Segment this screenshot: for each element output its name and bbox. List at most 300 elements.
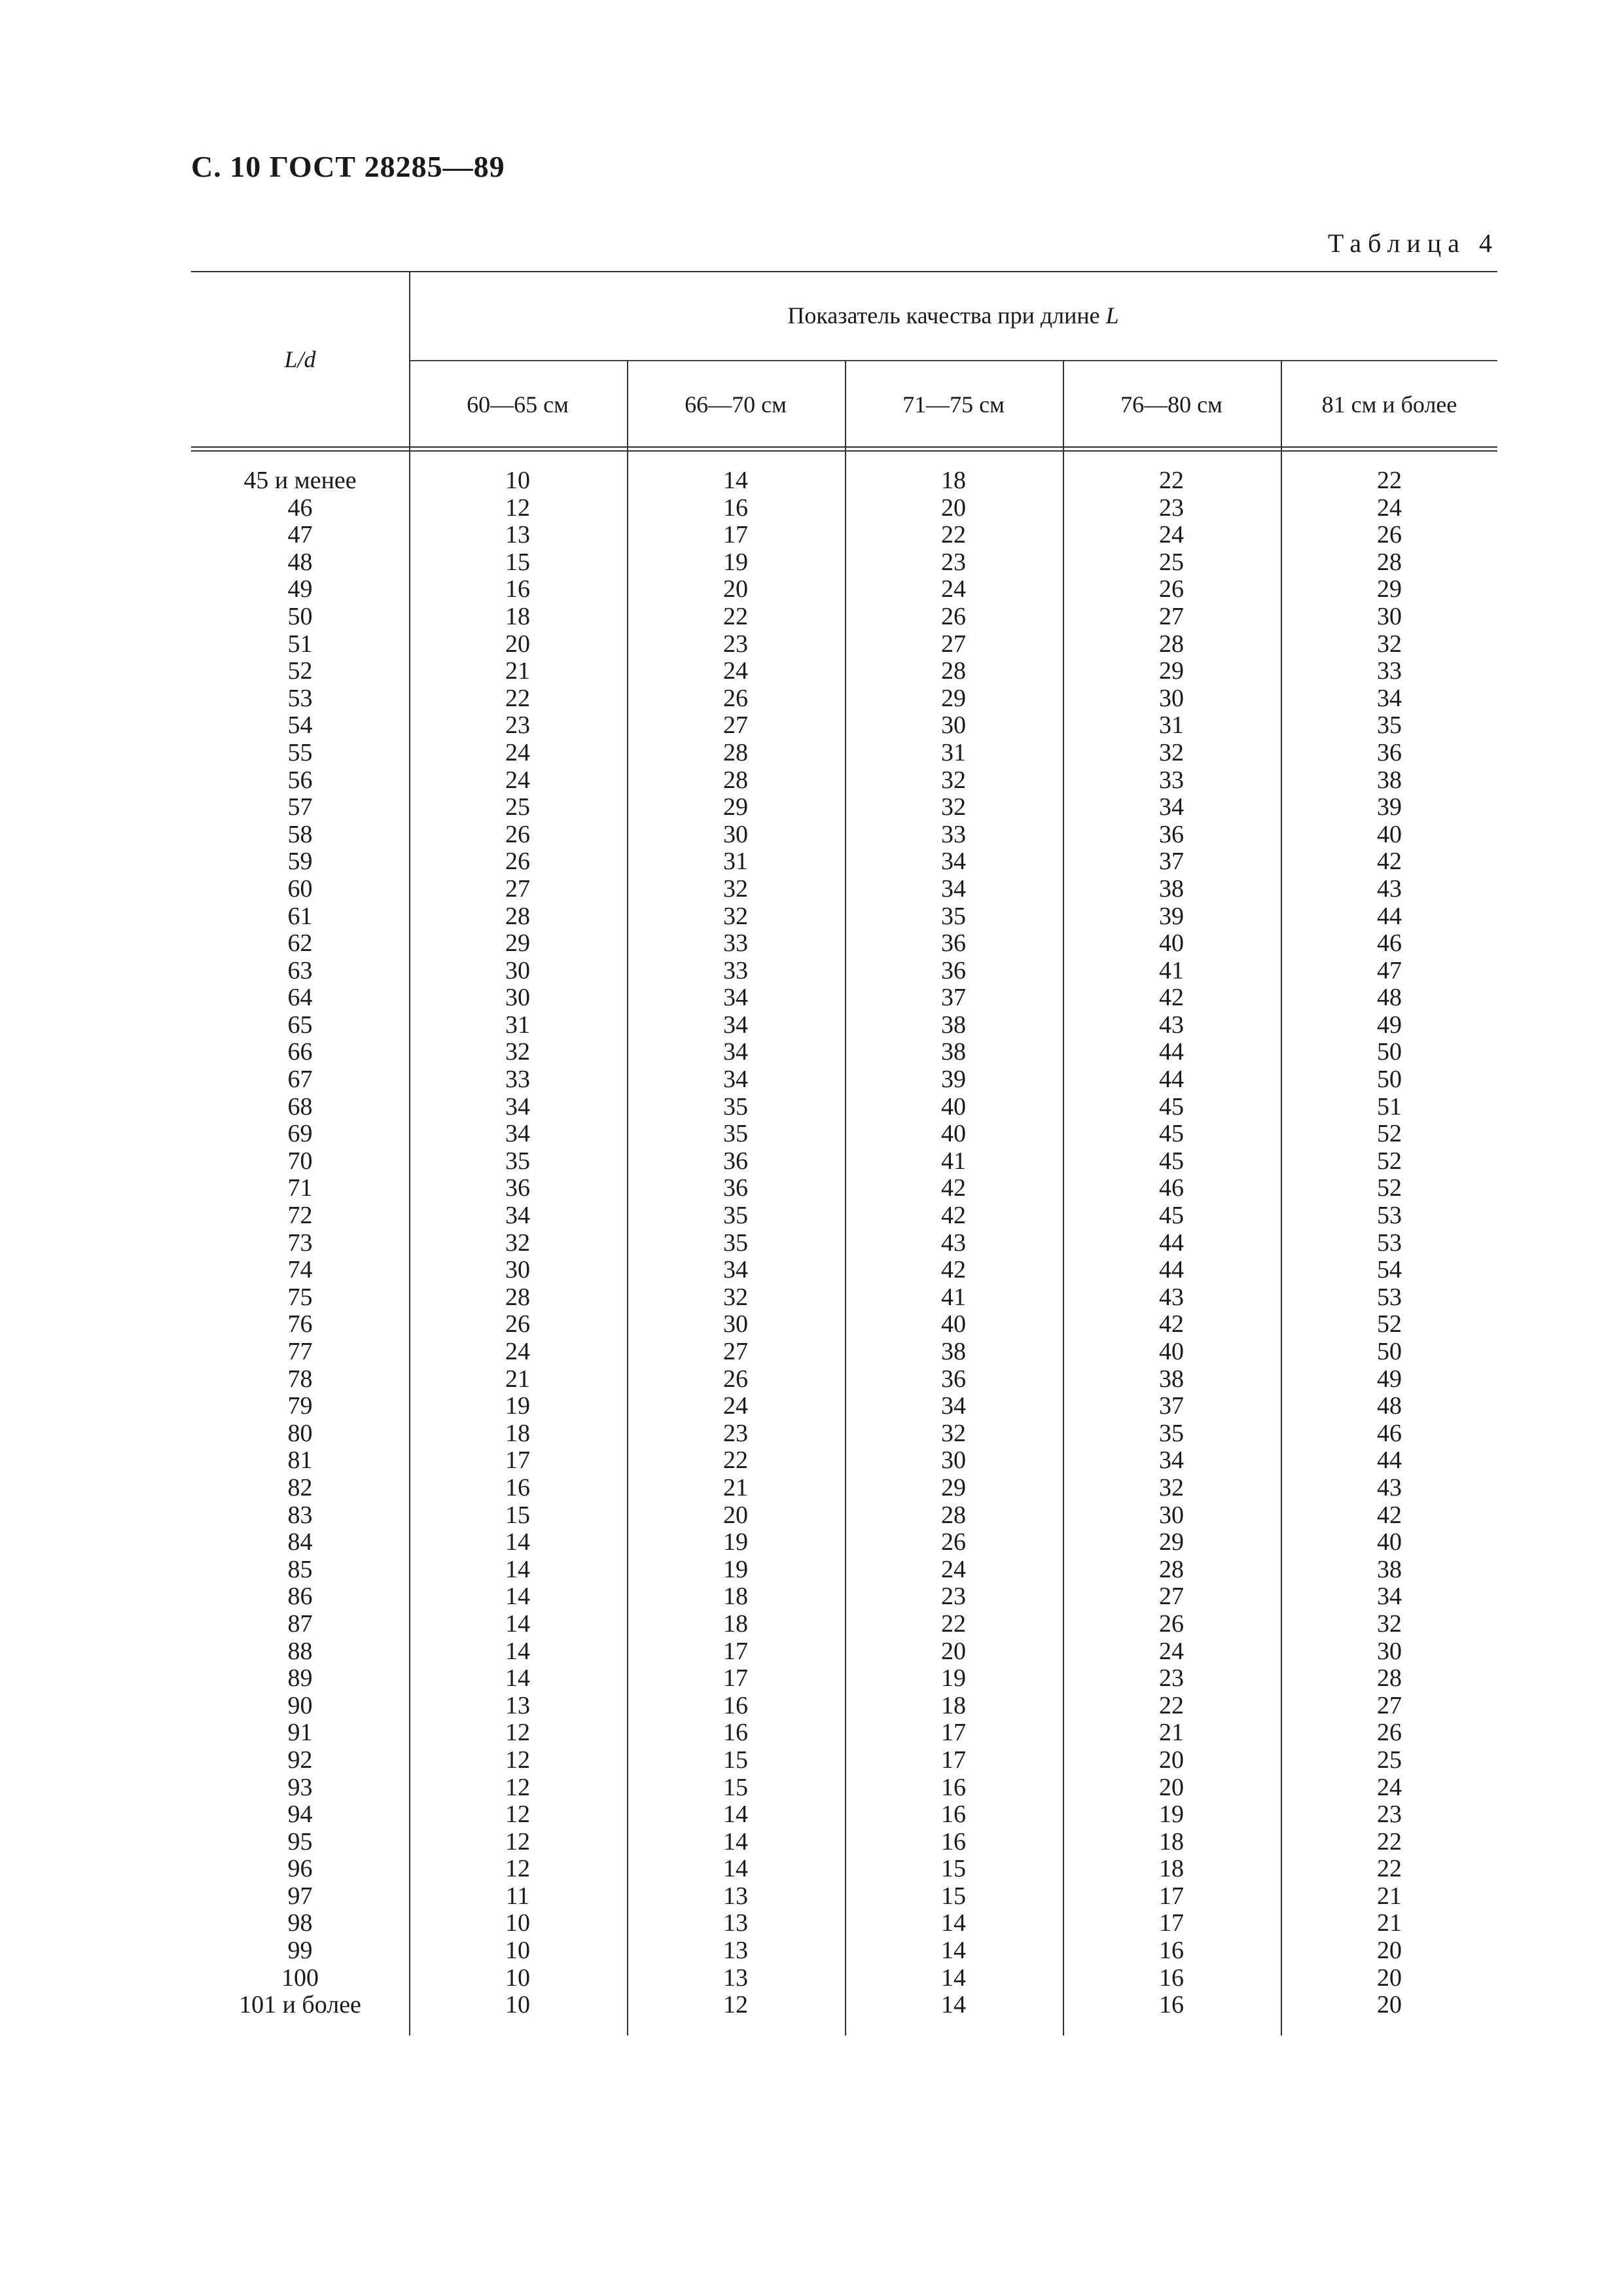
table-cell: 45 <box>1159 1092 1184 1121</box>
table-cell: 18 <box>1159 1827 1184 1856</box>
table-cell: 78 <box>287 1365 313 1393</box>
table-cell: 50 <box>1377 1038 1402 1066</box>
table-cell: 35 <box>723 1202 748 1230</box>
table-cell: 51 <box>1377 1092 1402 1121</box>
table-cell: 16 <box>505 575 530 603</box>
table-cell: 88 <box>287 1637 313 1665</box>
table-cell: 24 <box>723 657 748 685</box>
table-cell: 44 <box>1159 1229 1184 1257</box>
table-cell: 27 <box>505 874 530 903</box>
table-cell: 24 <box>941 575 966 603</box>
table-cell: 84 <box>287 1528 313 1556</box>
table-cell: 52 <box>1377 1120 1402 1148</box>
table-cell: 19 <box>1159 1801 1184 1829</box>
table-cell: 14 <box>941 1991 966 2019</box>
table-cell: 24 <box>723 1392 748 1420</box>
table-cell: 22 <box>941 521 966 549</box>
table-cell: 22 <box>1377 467 1402 494</box>
table-cell: 20 <box>723 575 748 603</box>
table-header <box>191 271 1497 448</box>
table-cell: 33 <box>1159 766 1184 794</box>
table-cell: 24 <box>941 1555 966 1583</box>
values-60-65-column <box>409 467 626 2019</box>
table-cell: 34 <box>505 1092 530 1121</box>
table-cell: 91 <box>287 1719 313 1747</box>
stub-header: L/d <box>284 346 316 372</box>
table-cell: 49 <box>1377 1365 1402 1393</box>
table-cell: 19 <box>505 1392 530 1420</box>
table-cell: 28 <box>1377 548 1402 576</box>
table-cell: 17 <box>505 1446 530 1475</box>
table-cell: 30 <box>723 820 748 848</box>
table-cell: 15 <box>723 1773 748 1801</box>
table-cell: 80 <box>287 1419 313 1447</box>
table-cell: 22 <box>1159 1691 1184 1719</box>
table-cell: 17 <box>723 521 748 549</box>
table-cell: 57 <box>287 793 313 821</box>
table-cell: 13 <box>505 1691 530 1719</box>
table-cell: 34 <box>723 1038 748 1066</box>
table-cell: 75 <box>287 1283 313 1311</box>
table-cell: 35 <box>723 1092 748 1121</box>
table-cell: 28 <box>1159 630 1184 658</box>
table-cell: 16 <box>723 493 748 522</box>
table-cell: 14 <box>505 1609 530 1638</box>
column-header-81-plus: 81 см и более <box>1321 391 1457 418</box>
table-cell: 22 <box>723 1446 748 1475</box>
table-cell: 10 <box>505 1991 530 2019</box>
table-cell: 29 <box>941 1473 966 1501</box>
table-cell: 34 <box>1159 793 1184 821</box>
table-cell: 25 <box>1159 548 1184 576</box>
table-cell: 31 <box>1159 711 1184 740</box>
table-cell: 36 <box>941 956 966 984</box>
header-double-rule <box>191 446 1497 452</box>
table-cell: 53 <box>1377 1283 1402 1311</box>
table-cell: 38 <box>1377 766 1402 794</box>
table-cell: 22 <box>505 684 530 712</box>
table-cell: 33 <box>723 929 748 958</box>
table-cell: 20 <box>1159 1746 1184 1774</box>
table-cell: 34 <box>941 874 966 903</box>
table-cell: 42 <box>941 1256 966 1284</box>
table-cell: 16 <box>1159 1991 1184 2019</box>
table-cell: 67 <box>287 1066 313 1094</box>
table-cell: 31 <box>723 848 748 876</box>
ld-column <box>191 467 409 2019</box>
table-cell: 36 <box>505 1174 530 1202</box>
table-cell: 59 <box>287 848 313 876</box>
table-cell: 20 <box>1377 1937 1402 1965</box>
table-cell: 60 <box>287 874 313 903</box>
table-cell: 21 <box>1377 1882 1402 1910</box>
table-cell: 41 <box>941 1147 966 1175</box>
group-header-var: L <box>1105 302 1119 329</box>
table-cell: 27 <box>1159 1583 1184 1611</box>
table-cell: 40 <box>941 1092 966 1121</box>
table-cell: 98 <box>287 1909 313 1937</box>
table-cell: 28 <box>723 766 748 794</box>
table-cell: 18 <box>723 1609 748 1638</box>
table-cell: 28 <box>1377 1664 1402 1693</box>
table-cell: 30 <box>941 1446 966 1475</box>
table-cell: 26 <box>723 684 748 712</box>
table-cell: 100 <box>281 1964 319 1992</box>
table-cell: 39 <box>1377 793 1402 821</box>
table-cell: 42 <box>941 1202 966 1230</box>
table-cell: 52 <box>1377 1147 1402 1175</box>
values-81-plus-column <box>1281 467 1498 2019</box>
table-cell: 32 <box>1377 1609 1402 1638</box>
table-cell: 26 <box>505 1310 530 1338</box>
table-cell: 23 <box>941 548 966 576</box>
table-cell: 14 <box>941 1909 966 1937</box>
table-cell: 73 <box>287 1229 313 1257</box>
table-cell: 19 <box>723 1528 748 1556</box>
table-cell: 28 <box>723 738 748 766</box>
table-cell: 28 <box>505 1283 530 1311</box>
table-cell: 12 <box>505 1773 530 1801</box>
table-cell: 94 <box>287 1801 313 1829</box>
table-cell: 58 <box>287 820 313 848</box>
table-cell: 22 <box>723 602 748 630</box>
table-cell: 19 <box>723 548 748 576</box>
table-cell: 17 <box>723 1664 748 1693</box>
table-cell: 36 <box>1377 738 1402 766</box>
table-cell: 43 <box>1377 1473 1402 1501</box>
table-cell: 71 <box>287 1174 313 1202</box>
table-cell: 32 <box>1159 738 1184 766</box>
column-header-60-65: 60—65 см <box>467 391 569 418</box>
table-cell: 79 <box>287 1392 313 1420</box>
table-cell: 61 <box>287 902 313 930</box>
table-cell: 28 <box>505 902 530 930</box>
table-cell: 44 <box>1159 1256 1184 1284</box>
table-cell: 29 <box>1159 1528 1184 1556</box>
table-cell: 29 <box>941 684 966 712</box>
table-cell: 20 <box>723 1501 748 1529</box>
table-cell: 26 <box>941 602 966 630</box>
table-cell: 17 <box>941 1719 966 1747</box>
table-cell: 38 <box>1159 874 1184 903</box>
table-cell: 19 <box>723 1555 748 1583</box>
table-cell: 23 <box>723 630 748 658</box>
table-cell: 18 <box>723 1583 748 1611</box>
table-cell: 45 и менее <box>243 467 357 494</box>
table-cell: 20 <box>505 630 530 658</box>
table-cell: 42 <box>1159 1310 1184 1338</box>
table-cell: 89 <box>287 1664 313 1693</box>
table-cell: 26 <box>505 820 530 848</box>
table-cell: 23 <box>1159 493 1184 522</box>
table-cell: 86 <box>287 1583 313 1611</box>
table-cell: 23 <box>941 1583 966 1611</box>
column-header-66-70: 66—70 см <box>685 391 787 418</box>
column-header-71-75: 71—75 см <box>902 391 1005 418</box>
table-cell: 83 <box>287 1501 313 1529</box>
table-cell: 18 <box>941 1691 966 1719</box>
table-cell: 46 <box>1377 929 1402 958</box>
table-cell: 12 <box>723 1991 748 2019</box>
table-cell: 39 <box>941 1066 966 1094</box>
table-cell: 38 <box>941 1338 966 1365</box>
table-cell: 19 <box>941 1664 966 1693</box>
table-cell: 22 <box>1377 1827 1402 1856</box>
table-cell: 30 <box>1377 602 1402 630</box>
table-cell: 17 <box>723 1637 748 1665</box>
table-cell: 44 <box>1159 1038 1184 1066</box>
table-cell: 53 <box>1377 1202 1402 1230</box>
table-cell: 13 <box>723 1937 748 1965</box>
table-cell: 16 <box>723 1691 748 1719</box>
table-cell: 35 <box>941 902 966 930</box>
table-cell: 21 <box>1377 1909 1402 1937</box>
table-cell: 38 <box>1159 1365 1184 1393</box>
table-cell: 14 <box>723 1801 748 1829</box>
table-cell: 62 <box>287 929 313 958</box>
table-cell: 24 <box>1377 1773 1402 1801</box>
table-cell: 43 <box>1159 1011 1184 1039</box>
table-cell: 15 <box>941 1855 966 1883</box>
table-cell: 12 <box>505 1801 530 1829</box>
table-cell: 11 <box>505 1882 530 1910</box>
table-cell: 66 <box>287 1038 313 1066</box>
table-cell: 36 <box>1159 820 1184 848</box>
table-cell: 38 <box>941 1011 966 1039</box>
table-cell: 65 <box>287 1011 313 1039</box>
table-cell: 96 <box>287 1855 313 1883</box>
table-cell: 16 <box>505 1473 530 1501</box>
table-cell: 33 <box>941 820 966 848</box>
table-cell: 32 <box>1377 630 1402 658</box>
table-cell: 34 <box>1377 1583 1402 1611</box>
table-cell: 40 <box>1377 820 1402 848</box>
table-cell: 10 <box>505 467 530 494</box>
table-cell: 14 <box>723 467 748 494</box>
table-cell: 24 <box>1377 493 1402 522</box>
table-cell: 27 <box>1159 602 1184 630</box>
table-cell: 24 <box>505 1338 530 1365</box>
running-head: С. 10 ГОСТ 28285—89 <box>191 150 505 183</box>
table-cell: 26 <box>1159 1609 1184 1638</box>
table-cell: 32 <box>723 902 748 930</box>
table-cell: 44 <box>1159 1066 1184 1094</box>
table-cell: 13 <box>505 521 530 549</box>
table-cell: 34 <box>1159 1446 1184 1475</box>
table-cell: 32 <box>1159 1473 1184 1501</box>
table-cell: 40 <box>941 1310 966 1338</box>
table-cell: 29 <box>1377 575 1402 603</box>
table-cell: 34 <box>723 1256 748 1284</box>
table-cell: 26 <box>1377 521 1402 549</box>
table-cell: 24 <box>505 738 530 766</box>
table-cell: 50 <box>287 602 313 630</box>
table-cell: 26 <box>941 1528 966 1556</box>
table-cell: 10 <box>505 1937 530 1965</box>
table-cell: 37 <box>1159 1392 1184 1420</box>
table-cell: 18 <box>1159 1855 1184 1883</box>
table-cell: 14 <box>505 1528 530 1556</box>
table-cell: 27 <box>723 1338 748 1365</box>
table-cell: 14 <box>723 1827 748 1856</box>
table-cell: 15 <box>723 1746 748 1774</box>
table-cell: 12 <box>505 1719 530 1747</box>
table-cell: 32 <box>723 874 748 903</box>
table-cell: 14 <box>505 1664 530 1693</box>
table-cell: 27 <box>1377 1691 1402 1719</box>
table-cell: 35 <box>1377 711 1402 740</box>
table-cell: 17 <box>1159 1882 1184 1910</box>
table-cell: 49 <box>1377 1011 1402 1039</box>
table-cell: 14 <box>505 1583 530 1611</box>
table-cell: 32 <box>505 1038 530 1066</box>
table-cell: 32 <box>723 1283 748 1311</box>
table-cell: 25 <box>505 793 530 821</box>
table-caption: Таблица 4 <box>1327 228 1499 258</box>
table-cell: 36 <box>723 1174 748 1202</box>
table-cell: 34 <box>1377 684 1402 712</box>
table-cell: 49 <box>287 575 313 603</box>
table-cell: 35 <box>723 1120 748 1148</box>
table-cell: 34 <box>941 1392 966 1420</box>
table-cell: 32 <box>941 793 966 821</box>
table-cell: 32 <box>505 1229 530 1257</box>
table-cell: 36 <box>723 1147 748 1175</box>
table-cell: 52 <box>287 657 313 685</box>
table-cell: 20 <box>941 493 966 522</box>
table-cell: 30 <box>1159 1501 1184 1529</box>
table-cell: 25 <box>1377 1746 1402 1774</box>
table-cell: 10 <box>505 1964 530 1992</box>
table-cell: 76 <box>287 1310 313 1338</box>
table-cell: 40 <box>1159 1338 1184 1365</box>
table-cell: 26 <box>1159 575 1184 603</box>
table-cell: 24 <box>1159 1637 1184 1665</box>
table-cell: 23 <box>505 711 530 740</box>
table-cell: 41 <box>941 1283 966 1311</box>
table-cell: 68 <box>287 1092 313 1121</box>
table-cell: 43 <box>1159 1283 1184 1311</box>
table-cell: 53 <box>1377 1229 1402 1257</box>
table-cell: 51 <box>287 630 313 658</box>
table-cell: 20 <box>1159 1773 1184 1801</box>
table-cell: 37 <box>1159 848 1184 876</box>
table-cell: 13 <box>723 1882 748 1910</box>
table-cell: 42 <box>1159 984 1184 1012</box>
table-cell: 22 <box>1377 1855 1402 1883</box>
table-cell: 42 <box>1377 1501 1402 1529</box>
table-cell: 22 <box>941 1609 966 1638</box>
table-cell: 46 <box>1159 1174 1184 1202</box>
table-cell: 46 <box>1377 1419 1402 1447</box>
group-header <box>409 271 1497 360</box>
table-cell: 30 <box>1377 1637 1402 1665</box>
table-cell: 34 <box>723 1066 748 1094</box>
table-cell: 15 <box>505 1501 530 1529</box>
table-cell: 18 <box>505 1419 530 1447</box>
table-cell: 20 <box>1377 1991 1402 2019</box>
table-cell: 23 <box>1377 1801 1402 1829</box>
table-cell: 21 <box>505 1365 530 1393</box>
table-cell: 33 <box>723 956 748 984</box>
table-cell: 31 <box>505 1011 530 1039</box>
table-cell: 34 <box>505 1120 530 1148</box>
table-cell: 74 <box>287 1256 313 1284</box>
table-cell: 17 <box>1159 1909 1184 1937</box>
table-cell: 38 <box>1377 1555 1402 1583</box>
table-cell: 12 <box>505 493 530 522</box>
table-cell: 82 <box>287 1473 313 1501</box>
table-cell: 22 <box>1159 467 1184 494</box>
table-cell: 56 <box>287 766 313 794</box>
table-cell: 33 <box>505 1066 530 1094</box>
table-cell: 38 <box>941 1038 966 1066</box>
table-cell: 32 <box>941 766 966 794</box>
table-cell: 44 <box>1377 902 1402 930</box>
table-cell: 93 <box>287 1773 313 1801</box>
table-cell: 28 <box>1159 1555 1184 1583</box>
table-cell: 29 <box>505 929 530 958</box>
table-cell: 30 <box>505 984 530 1012</box>
table-cell: 43 <box>941 1229 966 1257</box>
table-cell: 63 <box>287 956 313 984</box>
table-cell: 14 <box>941 1964 966 1992</box>
table-cell: 16 <box>941 1801 966 1829</box>
table-cell: 30 <box>505 956 530 984</box>
table-cell: 32 <box>941 1419 966 1447</box>
table-cell: 15 <box>941 1882 966 1910</box>
table-cell: 35 <box>1159 1419 1184 1447</box>
table-cell: 52 <box>1377 1310 1402 1338</box>
table-cell: 29 <box>723 793 748 821</box>
table-cell: 43 <box>1377 874 1402 903</box>
table-cell: 17 <box>941 1746 966 1774</box>
table-cell: 54 <box>287 711 313 740</box>
table-cell: 36 <box>941 929 966 958</box>
table-cell: 13 <box>723 1909 748 1937</box>
table-cell: 64 <box>287 984 313 1012</box>
table-cell: 30 <box>723 1310 748 1338</box>
table-cell: 16 <box>723 1719 748 1747</box>
table-cell: 55 <box>287 738 313 766</box>
table-cell: 97 <box>287 1882 313 1910</box>
table-cell: 12 <box>505 1855 530 1883</box>
table-cell: 37 <box>941 984 966 1012</box>
table-cell: 14 <box>941 1937 966 1965</box>
table-cell: 23 <box>723 1419 748 1447</box>
values-71-75-column <box>845 467 1062 2019</box>
table-cell: 54 <box>1377 1256 1402 1284</box>
table-cell: 15 <box>505 548 530 576</box>
table-cell: 16 <box>941 1773 966 1801</box>
table-cell: 50 <box>1377 1066 1402 1094</box>
table-cell: 42 <box>941 1174 966 1202</box>
table-cell: 16 <box>1159 1937 1184 1965</box>
table-cell: 20 <box>1377 1964 1402 1992</box>
table-cell: 70 <box>287 1147 313 1175</box>
table-cell: 16 <box>1159 1964 1184 1992</box>
table-cell: 90 <box>287 1691 313 1719</box>
table-cell: 24 <box>1159 521 1184 549</box>
table-cell: 26 <box>1377 1719 1402 1747</box>
table-cell: 34 <box>723 984 748 1012</box>
table-cell: 95 <box>287 1827 313 1856</box>
table-cell: 23 <box>1159 1664 1184 1693</box>
table-cell: 45 <box>1159 1202 1184 1230</box>
table-cell: 39 <box>1159 902 1184 930</box>
table-cell: 34 <box>505 1202 530 1230</box>
values-76-80-column <box>1063 467 1280 2019</box>
